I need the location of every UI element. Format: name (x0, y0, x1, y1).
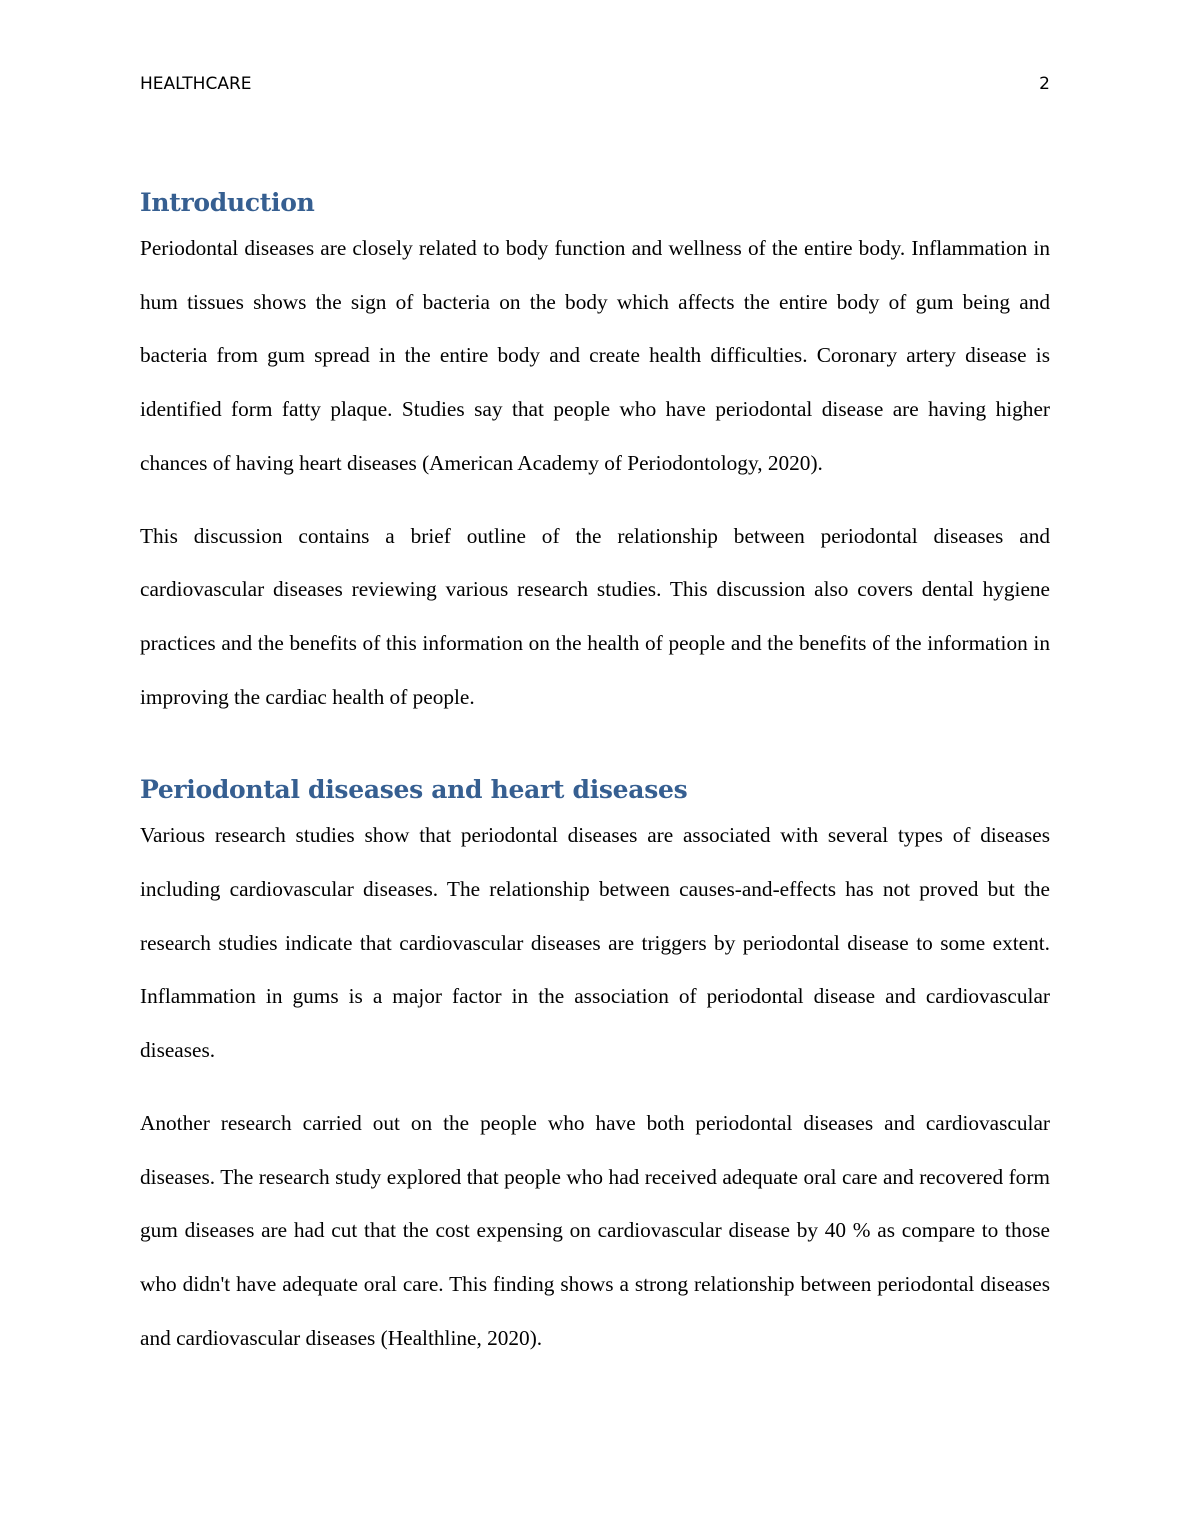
paragraph: Periodontal diseases are closely related to body function and wellness of the entire body. Inflammation in hum tissues shows the sign of bacteria on the body which affects the entire body of gum being and bacteria from gum spread in the entire body and create health difficulties. Coronary artery disease is identified form fatty plaque. Studies say that people who have periodontal disease are having higher chances of having heart diseases (American Academy of Periodontology, 2020). (140, 236, 1050, 475)
section-heading: Introduction (140, 188, 315, 217)
section-heading: Periodontal diseases and heart diseases (140, 775, 688, 805)
paragraph-spacer (140, 1078, 1050, 1097)
page-header (140, 72, 1050, 96)
running-title: HEALTHCARE (140, 74, 252, 94)
paragraph-spacer (140, 491, 1050, 510)
document-body (140, 184, 1050, 1365)
page-number: 2 (1039, 74, 1050, 94)
paragraph: This discussion contains a brief outline of the relationship between periodontal diseases and cardiovascular diseases reviewing various research studies. This discussion also covers dental hygiene practices and the benefits of this information on the health of people and the benefits of the information in improving the cardiac health of people. (140, 523, 1050, 709)
paragraph: Another research carried out on the people who have both periodontal diseases and cardiovascular diseases. The research study explored that people who had received adequate oral care and recovered form gum diseases are had cut that the cost expensing on cardiovascular disease by 40 % as compare to those who didn't have adequate oral care. This finding shows a strong relationship between periodontal diseases and cardiovascular diseases (Healthline, 2020). (140, 1110, 1050, 1350)
section-spacer (140, 724, 1050, 771)
paragraph: Various research studies show that periodontal diseases are associated with several types of diseases including cardiovascular diseases. The relationship between causes-and-effects has not proved but the research studies indicate that cardiovascular diseases are triggers by periodontal disease to some extent. Inflammation in gums is a major factor in the association of periodontal disease and cardiovascular diseases. (140, 823, 1050, 1063)
section-periodontal-heart (140, 771, 1050, 1365)
section-introduction (140, 184, 1050, 724)
